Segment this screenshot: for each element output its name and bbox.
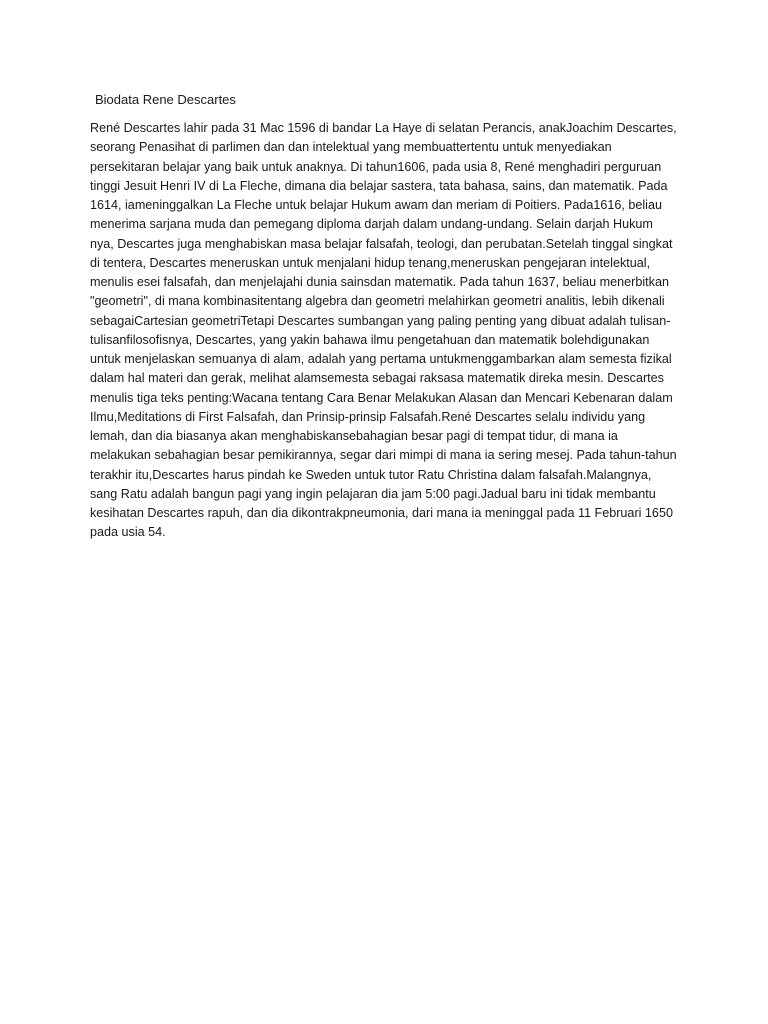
body-line: menulis tiga teks penting:Wacana tentang Cara Benar Melakukan Alasan dan Mencari Kebenaran dalam [90,390,673,405]
body-line: pada usia 54. [90,525,166,540]
body-line: René Descartes lahir pada 31 Mac 1596 di bandar La Haye di selatan Perancis, anakJoachim Descartes, [90,121,677,135]
document-body [90,119,690,543]
body-line: menerima sarjana muda dan pemegang diploma darjah dalam undang-undang. Selain darjah Hukum [90,217,653,232]
body-line: Ilmu,Meditations di First Falsafah, dan Prinsip-prinsip Falsafah.René Descartes selalu individu yang [90,409,646,424]
document-title: Biodata Rene Descartes [95,92,236,107]
body-line: sebagaiCartesian geometriTetapi Descartes sumbangan yang paling penting yang dibuat adalah tulisan- [90,313,671,328]
body-line: di tentera, Descartes meneruskan untuk menjalani hidup tenang,meneruskan pengejaran intelektual, [90,255,651,270]
body-line: tinggi Jesuit Henri IV di La Fleche, dimana dia belajar sastera, tata bahasa, sains, dan matematik. Pada [90,178,668,193]
body-line: persekitaran belajar yang baik untuk anaknya. Di tahun1606, pada usia 8, René menghadiri perguruan [90,159,662,174]
body-line: dalam hal materi dan gerak, melihat alamsemesta sebagai raksasa matematik direka mesin. Descartes [90,371,664,386]
body-line: nya, Descartes juga menghabiskan masa belajar falsafah, teologi, dan perubatan.Setelah tinggal singkat [90,236,673,251]
body-line: "geometri", di mana kombinasitentang algebra dan geometri melahirkan geometri analitis, lebih dikenali [90,294,665,309]
body-line: kesihatan Descartes rapuh, dan dia dikontrakpneumonia, dari mana ia meninggal pada 11 Februari 1650 [90,506,673,520]
body-line: melakukan sebahagian besar pemikirannya, segar dari mimpi di mana ia sering mesej. Pada tahun-tahun [90,448,677,463]
body-line: terakhir itu,Descartes harus pindah ke Sweden untuk tutor Ratu Christina dalam falsafah.Malangnya, [90,467,652,482]
body-line: 1614, iameninggalkan La Fleche untuk belajar Hukum awam dan meriam di Poitiers. Pada1616, beliau [90,198,662,212]
body-line: tulisanfilosofisnya, Descartes, yang yakin bahawa ilmu pengetahuan dan matematik bolehdigunakan [90,332,650,347]
body-line: untuk menjelaskan semuanya di alam, adalah yang pertama untukmenggambarkan alam semesta fizikal [90,352,672,366]
body-line: seorang Penasihat di parlimen dan dan intelektual yang membuattertentu untuk menyediakan [90,140,612,155]
body-line: lemah, dan dia biasanya akan menghabiskansebahagian besar pagi di tempat tidur, di mana ia [90,429,618,443]
body-line: sang Ratu adalah bangun pagi yang ingin pelajaran dia jam 5:00 pagi.Jadual baru ini tidak membantu [90,486,656,501]
body-line: menulis esei falsafah, dan menjelajahi dunia sainsdan matematik. Pada tahun 1637, beliau menerbitkan [90,275,669,289]
